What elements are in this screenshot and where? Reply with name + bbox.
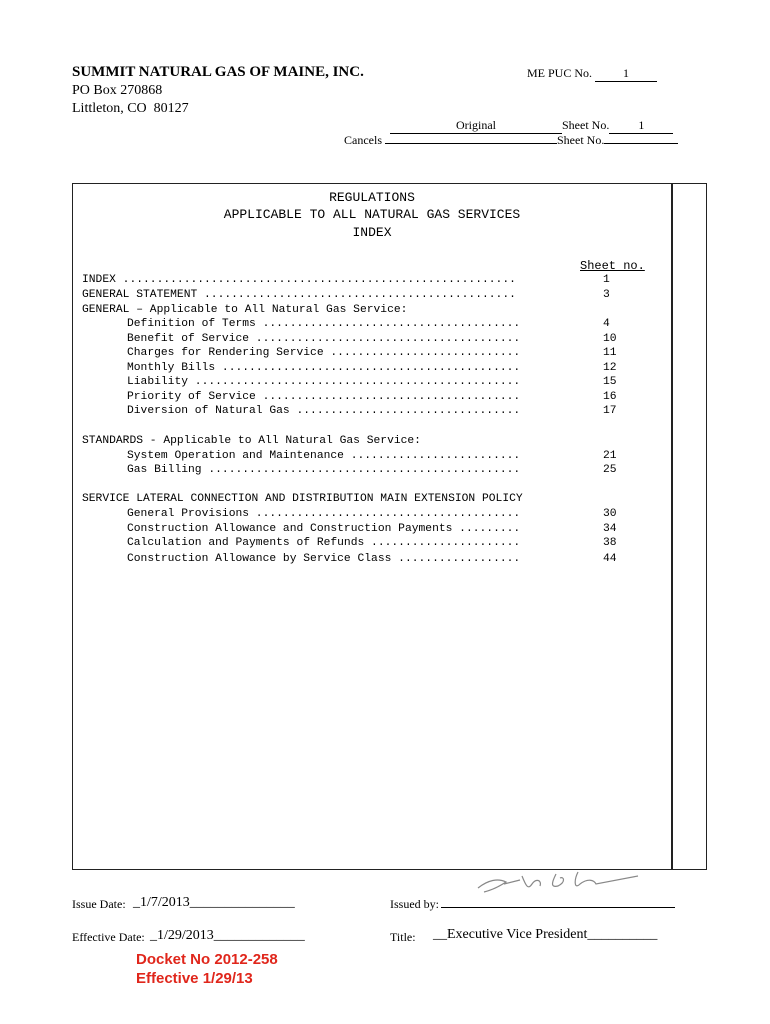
toc-row: Diversion of Natural Gas ................................. bbox=[127, 405, 521, 417]
sheet-line-original bbox=[390, 118, 673, 134]
toc-row: Monthly Bills ............................................ bbox=[127, 362, 521, 374]
toc-sheet: 15 bbox=[603, 376, 617, 388]
cancels-sheet-label: Sheet No. bbox=[557, 133, 605, 147]
original-label: Original bbox=[390, 118, 562, 134]
toc-sheet: 4 bbox=[603, 318, 610, 330]
toc-section-heading: GENERAL – Applicable to All Natural Gas Service: bbox=[82, 304, 408, 316]
sheet-no-value: 1 bbox=[609, 118, 673, 134]
me-puc-value: 1 bbox=[595, 66, 657, 82]
toc-sheet: 38 bbox=[603, 537, 617, 549]
toc-row: INDEX .......................................................... bbox=[82, 274, 516, 286]
issued-by-label: Issued by: bbox=[390, 897, 439, 911]
index-title-line-2: APPLICABLE TO ALL NATURAL GAS SERVICES bbox=[223, 207, 521, 222]
toc-section-heading: STANDARDS - Applicable to All Natural Gas Service: bbox=[82, 435, 421, 447]
toc-row: Calculation and Payments of Refunds ...................... bbox=[127, 537, 521, 549]
toc-row: GENERAL STATEMENT .............................................. bbox=[82, 289, 516, 301]
toc-sheet: 21 bbox=[603, 450, 617, 462]
toc-sheet: 16 bbox=[603, 391, 617, 403]
toc-sheet: 25 bbox=[603, 464, 617, 476]
company-name: SUMMIT NATURAL GAS OF MAINE, INC. bbox=[72, 64, 364, 80]
toc-sheet: 12 bbox=[603, 362, 617, 374]
toc-row: Gas Billing .............................................. bbox=[127, 464, 521, 476]
me-puc-number bbox=[527, 66, 657, 82]
toc-row: Construction Allowance by Service Class .................. bbox=[127, 553, 521, 565]
toc-section-heading: SERVICE LATERAL CONNECTION AND DISTRIBUTION MAIN EXTENSION POLICY bbox=[82, 493, 523, 505]
toc-row: Priority of Service ...................................... bbox=[127, 391, 521, 403]
sheet-column-header: Sheet no. bbox=[580, 259, 645, 273]
toc-row: Definition of Terms ...................................... bbox=[127, 318, 521, 330]
effective-date-label: Effective Date: bbox=[72, 930, 145, 944]
toc-sheet: 34 bbox=[603, 523, 617, 535]
docket-number-stamp: Docket No 2012-258 bbox=[136, 951, 278, 968]
toc-sheet: 44 bbox=[603, 553, 617, 565]
sheet-line-cancels bbox=[344, 133, 678, 148]
toc-row: Construction Allowance and Construction Payments ......... bbox=[127, 523, 521, 535]
issue-date-value: _1/7/2013_______________ bbox=[133, 895, 295, 910]
effective-date-value: _1/29/2013_____________ bbox=[150, 928, 305, 943]
toc-row: Liability ................................................ bbox=[127, 376, 521, 388]
toc-sheet: 17 bbox=[603, 405, 617, 417]
toc-sheet: 30 bbox=[603, 508, 617, 520]
sheet-no-label: Sheet No. bbox=[562, 118, 610, 132]
toc-row: System Operation and Maintenance ......................... bbox=[127, 450, 521, 462]
toc-sheet: 11 bbox=[603, 347, 617, 359]
address-line-1: PO Box 270868 bbox=[72, 83, 163, 98]
cancels-label: Cancels bbox=[344, 133, 382, 147]
address-line-2: Littleton, CO 80127 bbox=[72, 101, 189, 116]
index-title-line-1: REGULATIONS bbox=[329, 190, 415, 205]
toc-row: Benefit of Service ....................................... bbox=[127, 333, 521, 345]
toc-row: General Provisions ....................................... bbox=[127, 508, 521, 520]
side-margin-box bbox=[672, 183, 707, 870]
signature-image bbox=[470, 868, 650, 898]
title-label: Title: bbox=[390, 930, 416, 944]
issue-date-label: Issue Date: bbox=[72, 897, 126, 911]
index-title-line-3: INDEX bbox=[352, 225, 392, 240]
title-value: __Executive Vice President__________ bbox=[433, 927, 658, 942]
me-puc-label: ME PUC No. bbox=[527, 66, 593, 80]
docket-effective-stamp: Effective 1/29/13 bbox=[136, 970, 253, 987]
toc-sheet: 10 bbox=[603, 333, 617, 345]
toc-row: Charges for Rendering Service ............................ bbox=[127, 347, 521, 359]
toc-sheet: 1 bbox=[603, 274, 610, 286]
toc-sheet: 3 bbox=[603, 289, 610, 301]
